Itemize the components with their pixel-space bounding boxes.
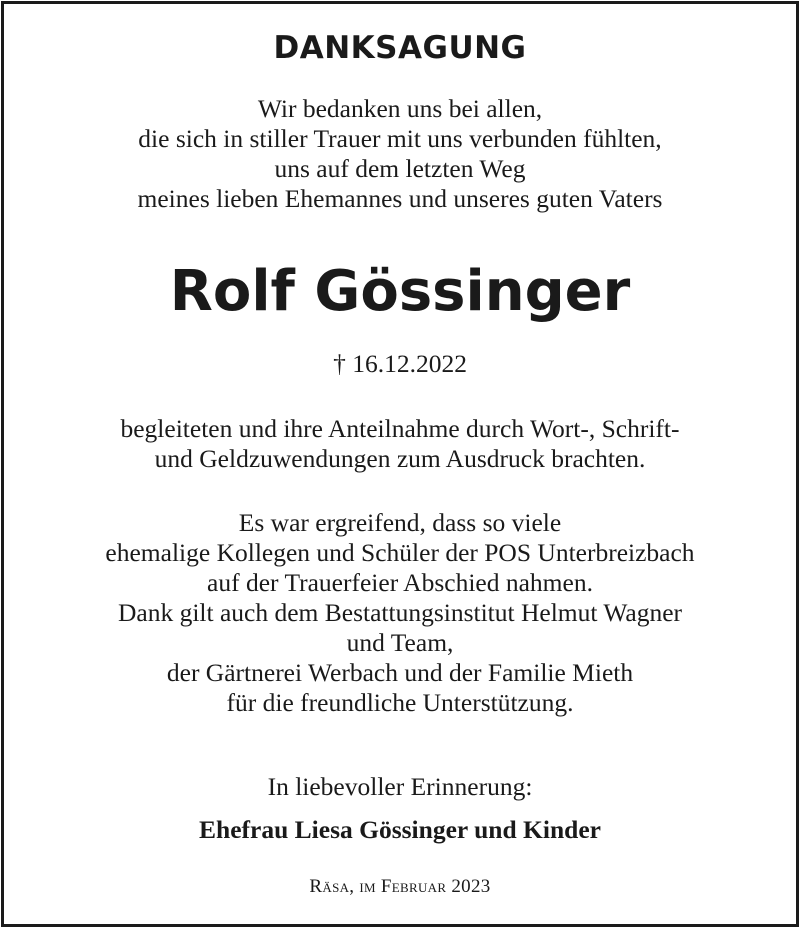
message-line: für die freundliche Unterstützung. — [226, 688, 574, 717]
intro-line: uns auf dem letzten Weg — [274, 154, 526, 183]
intro-line: meines lieben Ehemannes und unseres guten Vaters — [137, 184, 663, 213]
signature: Ehefrau Liesa Gössinger und Kinder — [199, 815, 601, 844]
death-date: † 16.12.2022 — [333, 349, 467, 378]
thanks-text — [4, 414, 796, 474]
intro-line: die sich in stiller Trauer mit uns verbunden fühlten, — [138, 124, 662, 153]
deceased-name: Rolf Gössinger — [169, 259, 631, 324]
intro-line: Wir bedanken uns bei allen, — [257, 94, 543, 123]
message-line: der Gärtnerei Werbach und der Familie Mieth — [166, 658, 634, 687]
thanks-line: begleiteten und ihre Anteilnahme durch Wort-, Schrift- — [120, 414, 680, 443]
message-line: ehemalige Kollegen und Schüler der POS Unterbreizbach — [105, 538, 695, 567]
intro-text — [4, 94, 796, 214]
message-line: Dank gilt auch dem Bestattungsinstitut Helmut Wagner — [117, 598, 683, 627]
thanks-line: und Geldzuwendungen zum Ausdruck brachten. — [154, 444, 646, 473]
message-text — [4, 508, 796, 718]
notice-title: DANKSAGUNG — [273, 30, 527, 66]
message-line: und Team, — [346, 628, 454, 657]
place-date: Räsa, im Februar 2023 — [309, 876, 491, 897]
closing-text: In liebevoller Erinnerung: — [267, 772, 533, 801]
obituary-frame — [1, 1, 799, 927]
message-line: auf der Trauerfeier Abschied nahmen. — [207, 568, 593, 597]
message-line: Es war ergreifend, dass so viele — [238, 508, 562, 537]
